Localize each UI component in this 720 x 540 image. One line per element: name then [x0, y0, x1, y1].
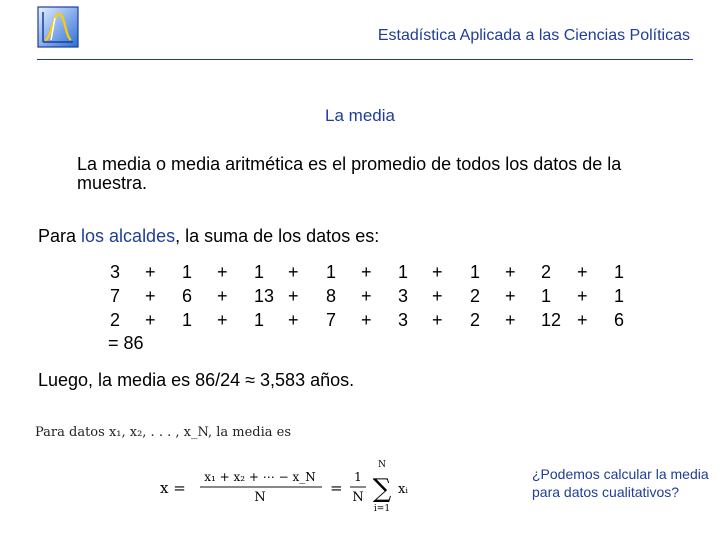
question-callout: ¿Podemos calcular la media para datos cualitativos?: [532, 466, 709, 500]
header-title: Estadística Aplicada a las Ciencias Políticas: [377, 27, 690, 44]
sum-value: 3: [110, 262, 121, 282]
sum-operator: +: [145, 286, 156, 306]
conclusion-text: Luego, la media es 86/24 ≈ 3,583 años.: [38, 370, 355, 390]
sum-intro: [38, 226, 379, 247]
sum-operator: +: [217, 262, 228, 282]
sum-operator: +: [432, 310, 443, 330]
formula-coef-numerator: 1: [354, 470, 362, 484]
mean-formula: [160, 457, 430, 517]
sum-value: 1: [614, 262, 625, 282]
course-logo: [37, 6, 79, 48]
sum-value: 3: [398, 310, 409, 330]
sum-value: 7: [326, 310, 337, 330]
sum-operator: +: [505, 262, 516, 282]
sum-operator: +: [505, 286, 516, 306]
sum-value: 8: [326, 286, 337, 306]
slide-title: La media: [325, 106, 395, 125]
sum-operator: +: [361, 286, 372, 306]
sum-operator: +: [288, 286, 299, 306]
header-divider: [37, 59, 693, 60]
sum-value: 1: [254, 310, 265, 330]
sum-operator: +: [361, 262, 372, 282]
sum-operator: +: [577, 262, 588, 282]
sum-value: 2: [470, 286, 481, 306]
sum-operator: +: [145, 310, 156, 330]
sum-operator: +: [432, 286, 443, 306]
sum-value: 1: [182, 262, 193, 282]
formula-sum-lower: i=1: [373, 504, 391, 514]
sum-operator: +: [577, 286, 588, 306]
sum-operator: +: [145, 262, 156, 282]
sum-value: 12: [541, 310, 562, 330]
sum-value: 1: [254, 262, 265, 282]
summation-icon: ∑: [372, 474, 392, 504]
sum-value: 1: [182, 310, 193, 330]
sum-operator: +: [288, 262, 299, 282]
sum-operator: +: [432, 262, 443, 282]
sum-operator: +: [288, 310, 299, 330]
sum-value: 6: [182, 286, 193, 306]
sum-intro-before: Para: [38, 226, 82, 246]
sum-operator: +: [577, 310, 588, 330]
formula-equals: =: [330, 479, 343, 497]
sum-value: 1: [541, 286, 552, 306]
formula-numerator: x₁ + x₂ + ⋯ − x_N: [204, 470, 316, 484]
sum-operator: +: [361, 310, 372, 330]
sum-intro-after: , la suma de los datos es:: [175, 226, 380, 246]
sum-operator: +: [505, 310, 516, 330]
sum-total: = 86: [108, 333, 144, 353]
sum-value: 2: [470, 310, 481, 330]
formula-lhs: x =: [160, 479, 186, 497]
sum-operator: +: [217, 310, 228, 330]
sum-value: 1: [470, 262, 481, 282]
sum-value: 1: [398, 262, 409, 282]
mean-definition: La media o media aritmética es el promedio de todos los datos de la muestra.: [77, 154, 622, 193]
formula-coef-denominator: N: [352, 490, 364, 505]
sum-value: 2: [541, 262, 552, 282]
sum-value: 3: [398, 286, 409, 306]
sum-intro-highlight: los alcaldes: [81, 226, 176, 246]
formula-intro: Para datos x₁, x₂, . . . , x_N, la media es: [35, 425, 292, 440]
sum-value: 7: [110, 286, 121, 306]
sum-value: 13: [254, 286, 275, 306]
formula-sum-term: xᵢ: [398, 482, 408, 497]
formula-sum-upper: N: [378, 460, 386, 470]
sum-value: 2: [110, 310, 121, 330]
sum-value: 6: [614, 310, 625, 330]
formula-denominator: N: [254, 490, 266, 505]
sum-value: 1: [614, 286, 625, 306]
sum-value: 1: [326, 262, 337, 282]
sum-operator: +: [217, 286, 228, 306]
